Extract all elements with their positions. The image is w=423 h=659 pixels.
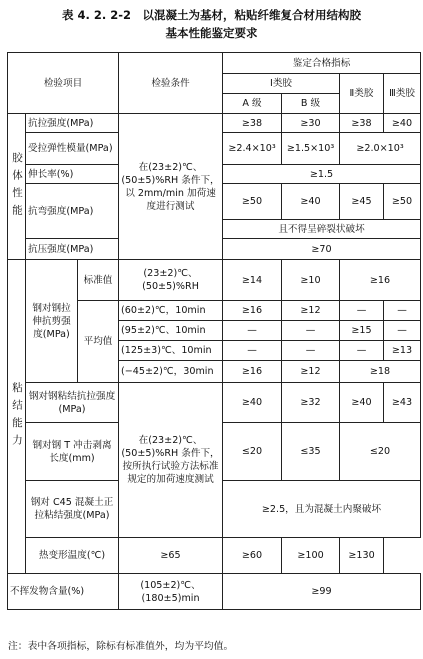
row-t-peel-label: 钢对钢 T 冲击剥离长度(mm): [26, 423, 119, 481]
row-nonvolatile-label: 不挥发物含量(%): [8, 574, 119, 610]
group-bond-label: 粘结能力: [8, 260, 26, 574]
row-c45-label: 钢对 C45 混凝土正拉粘结强度(MPa): [26, 481, 119, 538]
row-modulus-label: 受拉弹性模量(MPa): [26, 133, 119, 165]
cell-value: ≤20: [340, 423, 421, 481]
cell-value: ≥60: [223, 538, 282, 574]
cell-value: ≥1.5: [223, 165, 421, 184]
cell-value: ≥43: [384, 383, 421, 423]
cell-value: ≥50: [384, 184, 421, 220]
cell-value: ≥40: [384, 114, 421, 133]
bond-condition: 在(23±2)℃、(50±5)%RH 条件下，按所执行试验方法标准规定的加荷速度测试: [119, 383, 223, 538]
table-subtitle: 基本性能鉴定要求: [165, 26, 258, 40]
shear-condition: (60±2)℃，10min: [119, 301, 223, 321]
cell-note: 且不得呈碎裂状破坏: [223, 220, 421, 239]
cell-value: ≥130: [340, 538, 384, 574]
cell-value: ≥2.5，且为混凝土内聚破坏: [223, 481, 421, 538]
header-criteria: 鉴定合格指标: [223, 53, 421, 74]
performance-table: [7, 52, 421, 610]
cell-value: ≥16: [223, 301, 282, 321]
cell-value: —: [223, 341, 282, 361]
cell-value: ≥2.4×10³: [223, 133, 282, 165]
row-bond-tensile-label: 钢对钢粘结抗拉强度(MPa): [26, 383, 119, 423]
cell-value: ≥100: [282, 538, 340, 574]
cell-value: ≥45: [340, 184, 384, 220]
cell-value: ≥18: [340, 361, 421, 383]
cell-value: ≥10: [282, 260, 340, 301]
row-flex-label: 抗弯强度(MPa): [26, 184, 119, 239]
row-shear-label: 钢对钢拉伸抗剪强度(MPa): [26, 260, 78, 383]
cell-value: ≥12: [282, 361, 340, 383]
cell-value: —: [282, 341, 340, 361]
header-class1-b: B 级: [282, 94, 340, 114]
cell-value: ≥38: [223, 114, 282, 133]
cell-value: ≥99: [223, 574, 421, 610]
shear-std-label: 标准值: [78, 260, 119, 301]
cell-value: ≥70: [223, 239, 421, 260]
cell-value: ≥1.5×10³: [282, 133, 340, 165]
row-tensile-label: 抗拉强度(MPa): [26, 114, 119, 133]
cell-value: ≥40: [223, 383, 282, 423]
cell-value: ≤35: [282, 423, 340, 481]
cell-value: ≥14: [223, 260, 282, 301]
gel-condition: 在(23±2)℃、(50±5)%RH 条件下，以 2mm/min 加荷速度进行测试: [119, 114, 223, 260]
header-item: 检验项目: [8, 53, 119, 114]
row-elongation-label: 伸长率(%): [26, 165, 119, 184]
header-class1: Ⅰ类胶: [223, 74, 340, 94]
cell-value: ≥30: [282, 114, 340, 133]
header-condition: 检验条件: [119, 53, 223, 114]
header-class3: Ⅲ类胶: [384, 74, 421, 114]
cell-value: ≥12: [282, 301, 340, 321]
cell-value: ≥2.0×10³: [340, 133, 421, 165]
cell-value: —: [340, 341, 384, 361]
cell-value: ≥16: [340, 260, 421, 301]
cell-value: ≥40: [282, 184, 340, 220]
shear-condition: (−45±2)℃，30min: [119, 361, 223, 383]
cell-value: —: [384, 301, 421, 321]
row-hdt-label: 热变形温度(℃): [26, 538, 119, 574]
nonvolatile-condition: (105±2)℃、(180±5)min: [119, 574, 223, 610]
cell-value: ≤20: [223, 423, 282, 481]
table-title: 表 4. 2. 2-2 以混凝土为基材，粘贴纤维复合材用结构胶: [61, 8, 362, 22]
cell-value: —: [282, 321, 340, 341]
cell-value: ≥65: [119, 538, 223, 574]
shear-condition: (125±3)℃、10min: [119, 341, 223, 361]
header-class1-a: A 级: [223, 94, 282, 114]
group-gel-label: 胶体性能: [8, 114, 26, 260]
cell-value: ≥38: [340, 114, 384, 133]
cell-value: —: [340, 301, 384, 321]
shear-condition: (95±2)℃、10min: [119, 321, 223, 341]
cell-value: ≥15: [340, 321, 384, 341]
cell-value: ≥40: [340, 383, 384, 423]
shear-avg-label: 平均值: [78, 301, 119, 383]
cell-value: ≥16: [223, 361, 282, 383]
cell-value: —: [384, 321, 421, 341]
cell-value: ≥32: [282, 383, 340, 423]
cell-value: ≥13: [384, 341, 421, 361]
cell-value: —: [223, 321, 282, 341]
header-class2: Ⅱ类胶: [340, 74, 384, 114]
row-compressive-label: 抗压强度(MPa): [26, 239, 119, 260]
shear-std-condition: (23±2)℃、(50±5)%RH: [119, 260, 223, 301]
cell-value: ≥50: [223, 184, 282, 220]
table-footnote: 注：表中各项指标，除标有标准值外，均为平均值。: [8, 641, 234, 652]
